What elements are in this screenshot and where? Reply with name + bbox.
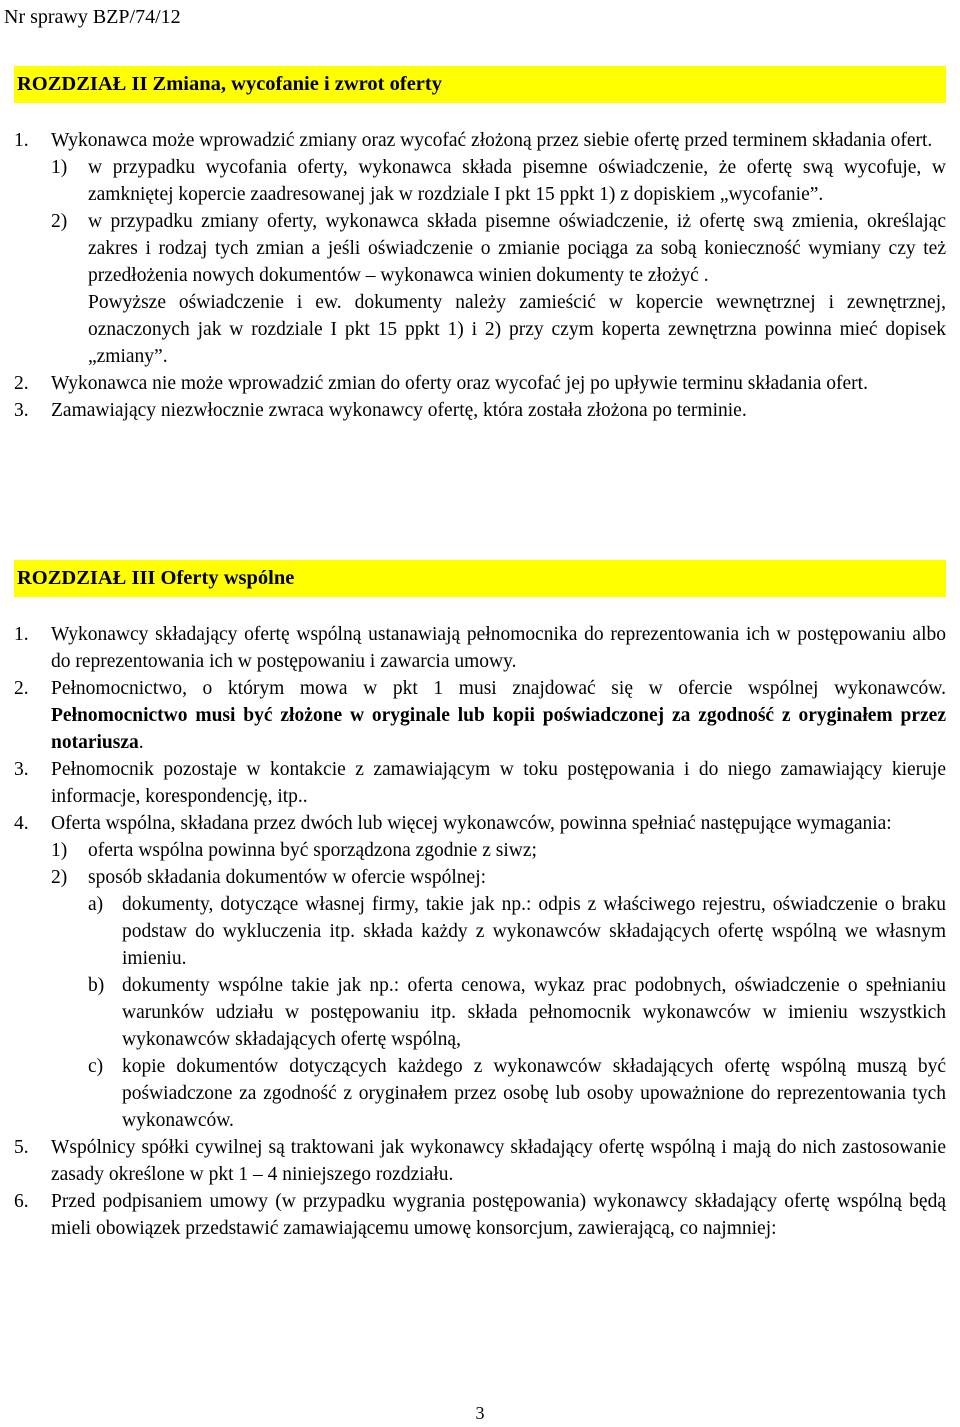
alpha-list-item [88,891,946,972]
item-number: 1. [14,130,29,151]
item-number: 6. [14,1191,29,1212]
item-number: 4. [14,813,29,834]
item-text: w przypadku wycofania oferty, wykonawca składa pisemne oświadczenie, że ofertę swą wycofuje, w zamkniętej kopercie zaadresowanej jak w rozdziale I pkt 15 ppkt 1) z dopiskiem „wycofanie”. [88,157,946,205]
item-text: dokumenty, dotyczące własnej firmy, takie jak np.: odpis z właściwego rejestru, oświadczenie o braku podstaw do wykluczenia itp. składa każdy z wykonawców składających ofertę wspólną we własnym imieniu. [122,894,946,969]
list-item [14,127,946,154]
section-3-body [14,621,946,1242]
item-number: 2) [51,211,68,232]
item-number: 3. [14,400,29,421]
sub-list-item [51,208,946,289]
item-text: Wykonawca może wprowadzić zmiany oraz wycofać złożoną przez siebie ofertę przed terminem składania ofert. [51,130,933,151]
case-number: Nr sprawy BZP/74/12 [4,6,181,28]
section-3-heading: ROZDZIAŁ III Oferty wspólne [14,560,946,597]
item-letter: a) [88,894,104,915]
item-text: Przed podpisaniem umowy (w przypadku wygrania postępowania) wykonawcy składający ofertę wspólną będą mieli obowiązek przedstawić zamawiającemu umowę konsorcjum, zawierającą, co najmniej: [51,1191,946,1239]
section-2-body [14,127,946,424]
item-number: 2. [14,373,29,394]
item-text-end: . [138,732,144,753]
list-item [14,1134,946,1188]
page-number: 3 [475,1403,485,1423]
item-text: sposób składania dokumentów w ofercie wspólnej: [88,867,487,888]
item-number: 5. [14,1137,29,1158]
item-number: 1) [51,840,68,861]
list-item [14,397,946,424]
note-paragraph: Powyższe oświadczenie i ew. dokumenty należy zamieścić w kopercie wewnętrznej i zewnętrznej, oznaczonych jak w rozdziale I pkt 15 ppkt 1) i 2) przy czym koperta zewnętrzna powinna mieć dopisek „zmiany”. [88,292,946,367]
item-number: 1. [14,624,29,645]
item-number: 1) [51,157,68,178]
item-number: 2) [51,867,68,888]
item-text: Wspólnicy spółki cywilnej są traktowani jak wykonawcy składający ofertę wspólną i mają do nich zastosowanie zasady określone w pkt 1 – 4 niniejszego rozdziału. [51,1137,946,1185]
item-text: Pełnomocnik pozostaje w kontakcie z zamawiającym w toku postępowania i do niego zamawiający kieruje informacje, korespondencję, itp.. [51,759,946,807]
item-number: 2. [14,678,29,699]
item-text-plain: Pełnomocnictwo, o którym mowa w pkt 1 musi znajdować się w ofercie wspólnej wykonawców. [51,678,946,699]
item-text-bold: Pełnomocnictwo musi być złożone w oryginale lub kopii poświadczonej za zgodność z oryginałem przez notariusza [51,705,946,753]
sub-list-item [51,837,946,864]
alpha-list-item [88,972,946,1053]
item-text: Wykonawca nie może wprowadzić zmian do oferty oraz wycofać jej po upływie terminu składania ofert. [51,373,868,394]
item-letter: b) [88,975,105,996]
list-item [14,675,946,756]
item-text: Zamawiający niezwłocznie zwraca wykonawcy ofertę, która została złożona po terminie. [51,400,747,421]
item-text [51,675,946,756]
list-item [14,810,946,837]
list-item [14,621,946,675]
sub-list-item [51,864,946,891]
sub-list-item [51,154,946,208]
list-item [14,756,946,810]
item-text: w przypadku zmiany oferty, wykonawca składa pisemne oświadczenie, iż ofertę swą zmienia, określając zakres i rodzaj tych zmian a jeśli oświadczenie o zmianie pociąga za sobą konieczność wymiany czy też przedłożenia nowych dokumentów – wykonawca winien dokumenty te złożyć . [88,211,946,286]
list-item [14,370,946,397]
item-text: kopie dokumentów dotyczących każdego z wykonawców składających ofertę wspólną muszą być poświadczone za zgodność z oryginałem przez osobę lub osoby upoważnione do reprezentowania tych wykonawców. [122,1056,946,1131]
item-text: dokumenty wspólne takie jak np.: oferta cenowa, wykaz prac podobnych, oświadczenie o spełnianiu warunków udziału w postępowaniu itp. składa pełnomocnik wykonawców w imieniu wszystkich wykonawców składających ofertę wspólną, [122,975,946,1050]
item-text: Oferta wspólna, składana przez dwóch lub więcej wykonawców, powinna spełniać następujące wymagania: [51,813,892,834]
item-text: Wykonawcy składający ofertę wspólną ustanawiają pełnomocnika do reprezentowania ich w postępowaniu albo do reprezentowania ich w postępowaniu i zawarcia umowy. [51,624,946,672]
item-letter: c) [88,1056,104,1077]
list-item [14,1188,946,1242]
item-number: 3. [14,759,29,780]
section-2-heading: ROZDZIAŁ II Zmiana, wycofanie i zwrot oferty [14,66,946,103]
item-text: oferta wspólna powinna być sporządzona zgodnie z siwz; [88,840,537,861]
alpha-list-item [88,1053,946,1134]
